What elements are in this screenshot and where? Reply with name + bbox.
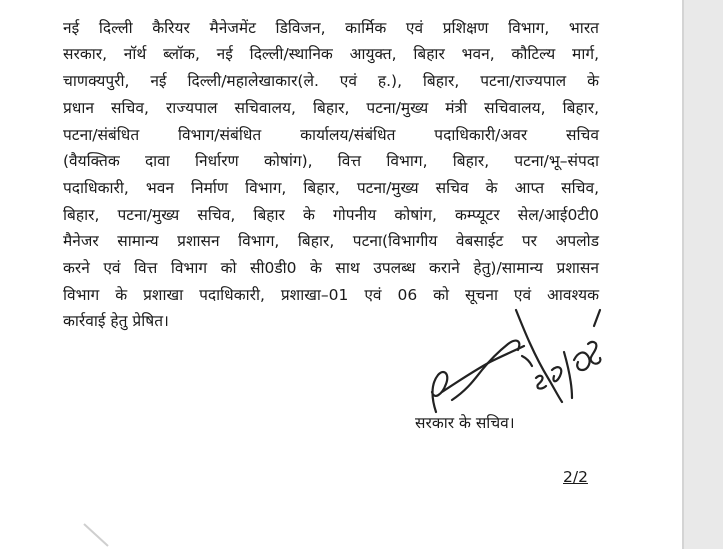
distribution-paragraph	[63, 0, 599, 335]
paragraph-line: नई दिल्ली कैरियर मैनेजमेंट डिविजन, कार्मिक एवं प्रशिक्षण विभाग, भारत	[63, 18, 599, 37]
paragraph-line: कार्रवाई हेतु प्रेषित।	[63, 312, 169, 331]
paragraph-line: सरकार, नॉर्थ ब्लॉक, नई दिल्ली/स्थानिक आयुक्त, बिहार भवन, कौटिल्य मार्ग,	[63, 45, 599, 64]
handwritten-signature	[412, 300, 612, 420]
paragraph-line: मैनेजर सामान्य प्रशासन विभाग, बिहार, पटना(विभागीय वेबसाईट पर अपलोड	[63, 232, 599, 251]
paragraph-line: करने एवं वित्त विभाग को सी0डी0 के साथ उपलब्ध कराने हेतु)/सामान्य प्रशासन	[63, 259, 599, 278]
paragraph-line: प्रधान सचिव, राज्यपाल सचिवालय, बिहार, पटना/मुख्य मंत्री सचिवालय, बिहार,	[63, 98, 599, 117]
paragraph-line: बिहार, पटना/मुख्य सचिव, बिहार के गोपनीय कोषांग, कम्प्यूटर सेल/आई0टी0	[63, 205, 599, 224]
page-edge-divider	[682, 0, 684, 549]
paragraph-line: विभाग के प्रशाखा पदाधिकारी, प्रशाखा–01 एवं 06 को सूचना एवं आवश्यक	[63, 285, 599, 304]
paragraph-line: पदाधिकारी, भवन निर्माण विभाग, बिहार, पटना/मुख्य सचिव के आप्त सचिव,	[63, 178, 599, 197]
paragraph-line: पटना/संबंधित विभाग/संबंधित कार्यालय/संबंधित पदाधिकारी/अवर सचिव	[63, 125, 599, 144]
page-number: 2/2	[563, 468, 588, 486]
paragraph-line: चाणक्यपुरी, नई दिल्ली/महालेखाकार(ले. एवं ह.), बिहार, पटना/राज्यपाल के	[63, 72, 599, 91]
scan-mark	[80, 520, 120, 549]
paragraph-line: (वैयक्तिक दावा निर्धारण कोषांग), वित्त विभाग, बिहार, पटना/भू–संपदा	[63, 152, 599, 171]
signature-caption: सरकार के सचिव।	[415, 414, 515, 432]
